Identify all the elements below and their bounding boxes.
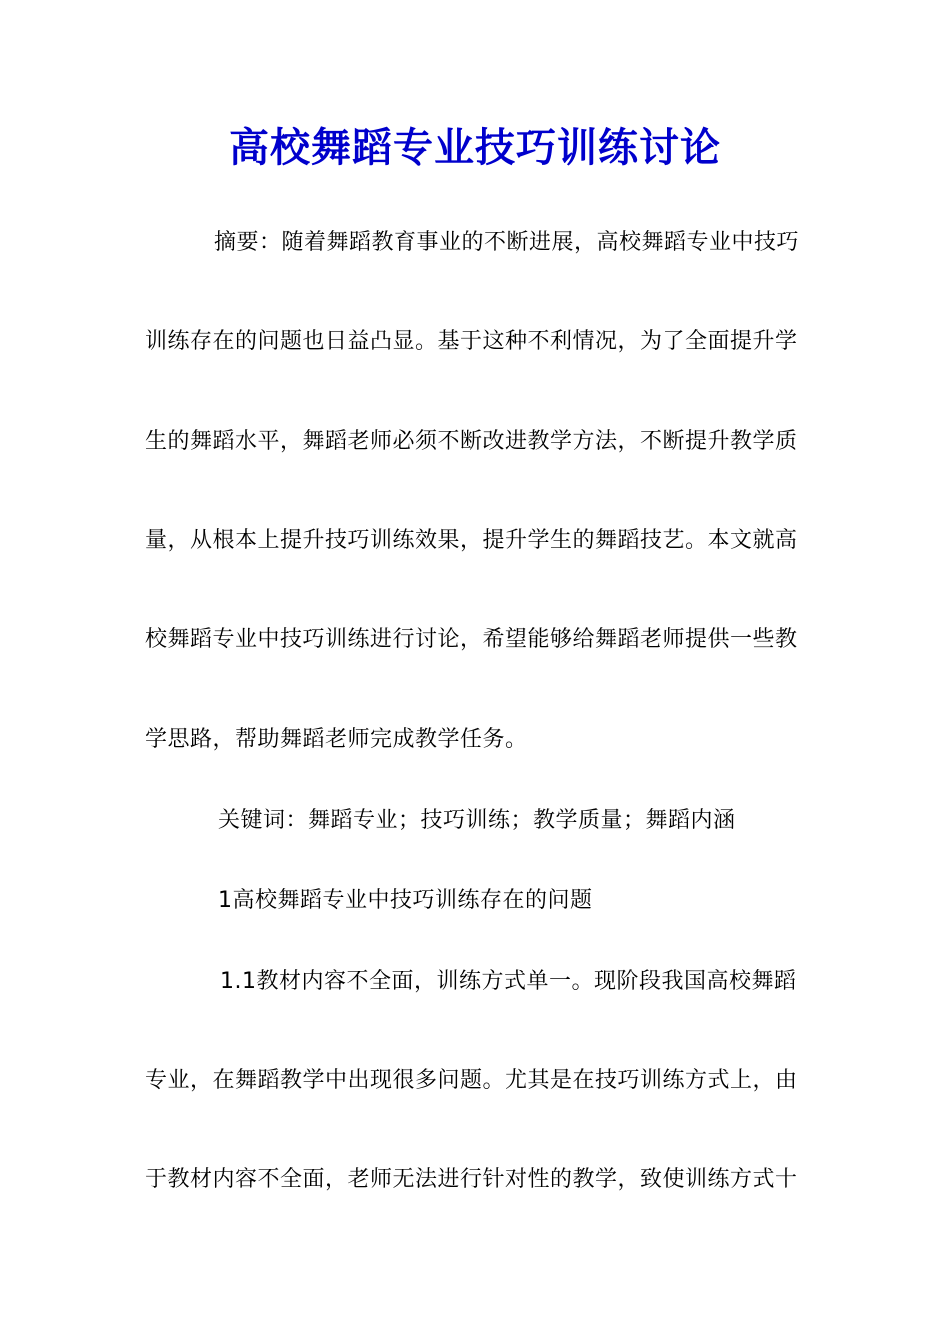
body-line-1: 1.1教材内容不全面，训练方式单一。现阶段我国高校舞蹈 bbox=[220, 969, 797, 994]
abstract-line-1: 摘要：随着舞蹈教育事业的不断进展，高校舞蹈专业中技巧 bbox=[214, 230, 800, 255]
abstract-line-3: 生的舞蹈水平，舞蹈老师必须不断改进教学方法，不断提升教学质 bbox=[145, 429, 798, 454]
document-title: 高校舞蹈专业技巧训练讨论 bbox=[229, 124, 721, 171]
abstract-line-4: 量，从根本上提升技巧训练效果，提升学生的舞蹈技艺。本文就高 bbox=[145, 528, 798, 553]
section-heading: 1高校舞蹈专业中技巧训练存在的问题 bbox=[218, 888, 593, 913]
body-line-3: 于教材内容不全面，老师无法进行针对性的教学，致使训练方式十 bbox=[145, 1167, 798, 1192]
keywords-line: 关键词：舞蹈专业；技巧训练；教学质量；舞蹈内涵 bbox=[218, 808, 736, 833]
abstract-line-5: 校舞蹈专业中技巧训练进行讨论，希望能够给舞蹈老师提供一些教 bbox=[145, 627, 798, 652]
body-line-2: 专业，在舞蹈教学中出现很多问题。尤其是在技巧训练方式上，由 bbox=[145, 1068, 798, 1093]
abstract-line-2: 训练存在的问题也日益凸显。基于这种不利情况，为了全面提升学 bbox=[145, 329, 798, 354]
abstract-line-6: 学思路，帮助舞蹈老师完成教学任务。 bbox=[145, 727, 528, 752]
